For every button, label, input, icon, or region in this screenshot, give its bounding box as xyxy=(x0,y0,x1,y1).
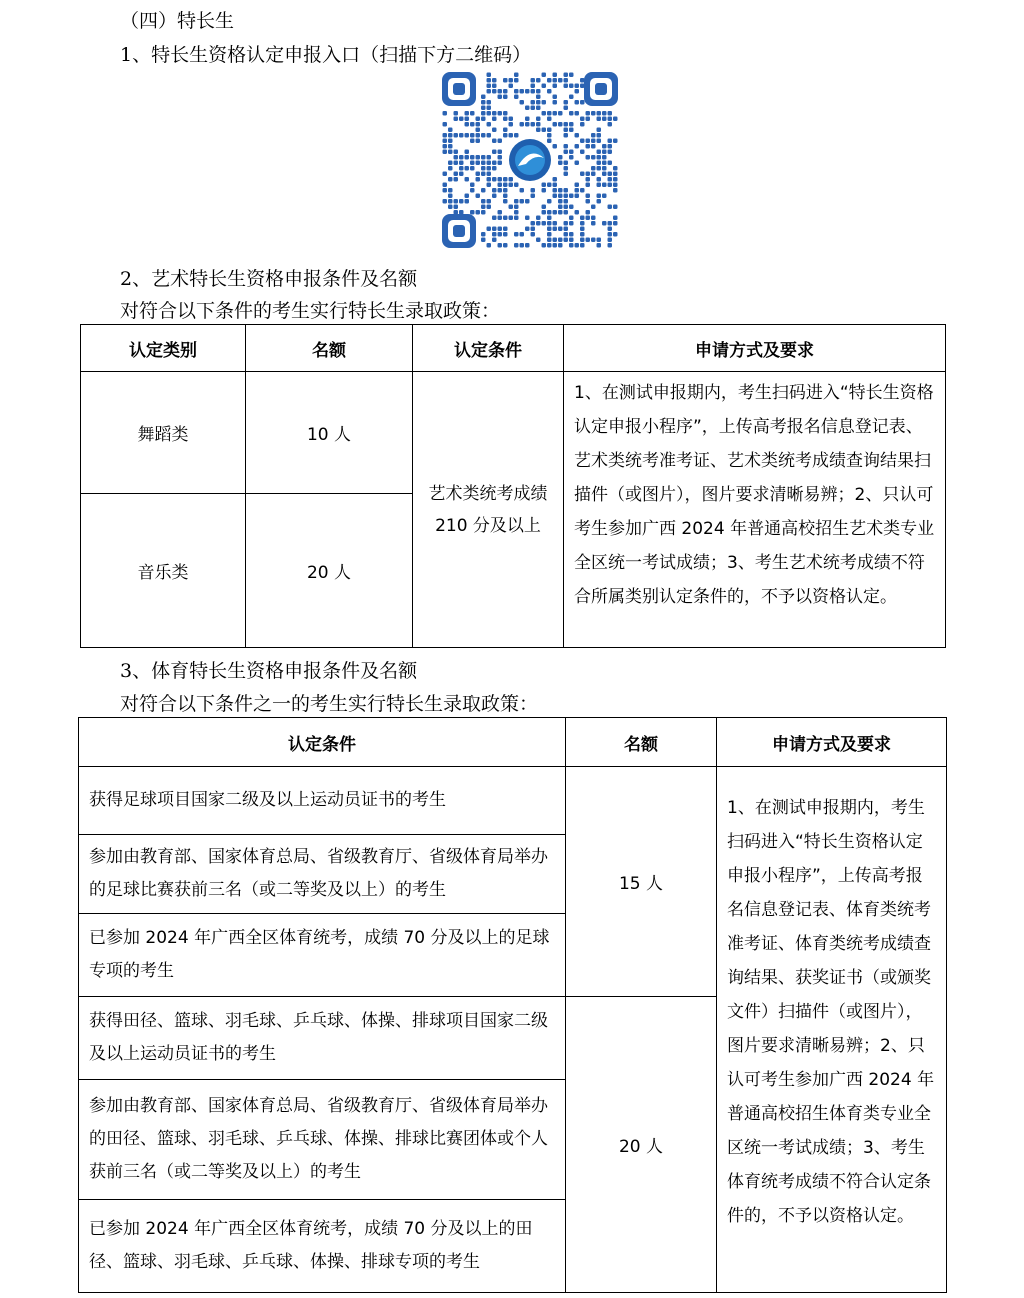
category-cell: 音乐类 xyxy=(81,494,246,648)
qr-code-icon[interactable] xyxy=(442,72,618,248)
condition-cell: 已参加 2024 年广西全区体育统考，成绩 70 分及以上的田径、篮球、羽毛球、乒乓球、体操、排球专项的考生 xyxy=(79,1200,566,1293)
condition-cell: 获得田径、篮球、羽毛球、乒乓球、体操、排球项目国家二级及以上运动员证书的考生 xyxy=(79,997,566,1080)
qr-finder-top-left xyxy=(442,72,476,106)
sport-specialty-table xyxy=(78,717,947,1293)
header-requirements: 申请方式及要求 xyxy=(564,325,946,372)
header-condition: 认定条件 xyxy=(79,718,566,767)
header-quota: 名额 xyxy=(566,718,717,767)
condition-cell: 参加由教育部、国家体育总局、省级教育厅、省级体育局举办的田径、篮球、羽毛球、乒乓球、体操、排球比赛团体或个人获前三名（或二等奖及以上）的考生 xyxy=(79,1080,566,1200)
art-intro: 对符合以下条件的考生实行特长生录取政策： xyxy=(120,300,501,322)
sport-intro: 对符合以下条件之一的考生实行特长生录取政策： xyxy=(120,693,539,715)
art-specialty-table xyxy=(80,324,946,648)
condition-cell: 参加由教育部、国家体育总局、省级教育厅、省级体育局举办的足球比赛获前三名（或二等奖及以上）的考生 xyxy=(79,835,566,914)
item-3-heading: 3、体育特长生资格申报条件及名额 xyxy=(120,660,418,682)
header-requirements: 申请方式及要求 xyxy=(717,718,947,767)
table-row xyxy=(79,767,947,835)
table-header-row xyxy=(79,718,947,767)
category-cell: 舞蹈类 xyxy=(81,372,246,494)
header-condition: 认定条件 xyxy=(413,325,564,372)
qr-finder-bottom-left xyxy=(442,214,476,248)
condition-cell: 已参加 2024 年广西全区体育统考，成绩 70 分及以上的足球专项的考生 xyxy=(79,914,566,997)
section-title: （四）特长生 xyxy=(120,10,235,32)
quota-cell: 20 人 xyxy=(246,494,413,648)
art-condition-cell: 艺术类统考成绩210 分及以上 xyxy=(413,372,564,648)
art-requirements-cell: 1、在测试申报期内，考生扫码进入“特长生资格认定申报小程序”，上传高考报名信息登记表、艺术类统考准考证、艺术类统考成绩查询结果扫描件（或图片），图片要求清晰易辨；2、只认可考生参加广西 2024 年普通高校招生艺术类专业全区统一考试成绩；3、考生艺术统考成绩不符合所属类别认定条件的，不予以资格认定。 xyxy=(564,372,946,648)
header-category: 认定类别 xyxy=(81,325,246,372)
condition-cell: 获得足球项目国家二级及以上运动员证书的考生 xyxy=(79,767,566,835)
item-1-heading: 1、特长生资格认定申报入口（扫描下方二维码） xyxy=(120,44,532,66)
quota-cell: 10 人 xyxy=(246,372,413,494)
qr-center-logo-icon xyxy=(506,136,554,184)
quota-cell-football: 15 人 xyxy=(566,767,717,997)
quota-cell-other: 20 人 xyxy=(566,997,717,1293)
item-2-heading: 2、艺术特长生资格申报条件及名额 xyxy=(120,268,418,290)
table-header-row xyxy=(81,325,946,372)
table-row xyxy=(81,372,946,494)
sport-requirements-cell: 1、在测试申报期内，考生扫码进入“特长生资格认定申报小程序”，上传高考报名信息登记表、体育类统考准考证、体育类统考成绩查询结果、获奖证书（或颁奖文件）扫描件（或图片），图片要求清晰易辨；2、只认可考生参加广西 2024 年普通高校招生体育类专业全区统一考试成绩；3、考生体育统考成绩不符合认定条件的，不予以资格认定。 xyxy=(717,767,947,1293)
qr-finder-top-right xyxy=(584,72,618,106)
header-quota: 名额 xyxy=(246,325,413,372)
